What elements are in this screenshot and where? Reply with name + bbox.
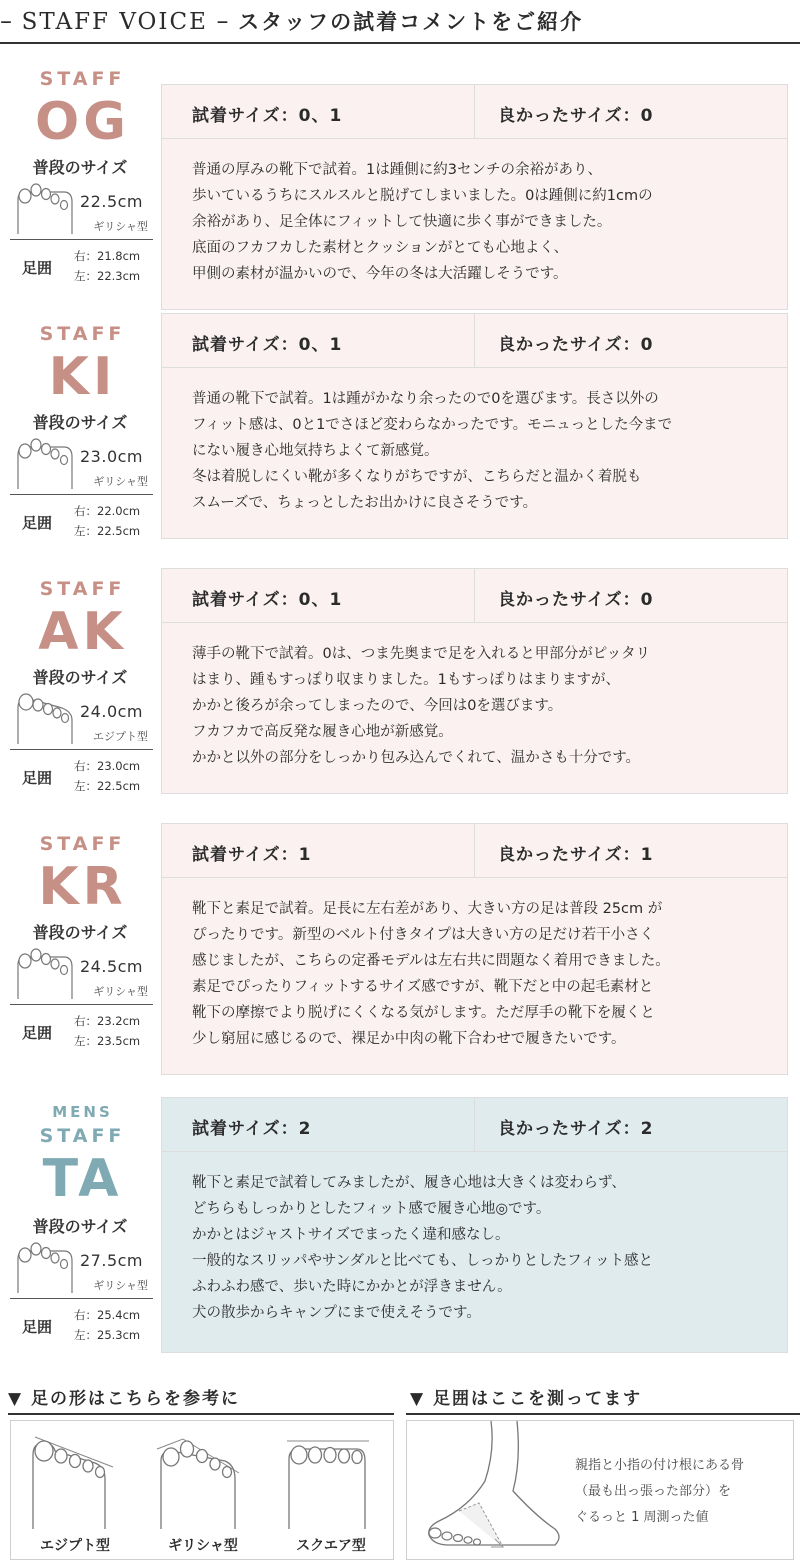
girth-label: 足囲 (22, 514, 53, 532)
staff-initials: TA (42, 1149, 123, 1209)
usual-size-value: 23.0cm (80, 447, 144, 466)
good-size: 良かったサイズ：0 (498, 335, 654, 355)
girth-guide-panel (406, 1420, 794, 1560)
foot-shape-square (267, 1421, 395, 1561)
comment-line: かかと以外の部分をしっかり包み込んでくれて、温かさも十分です。 (192, 750, 641, 766)
usual-size-label: 普段のサイズ (32, 1217, 128, 1236)
egyptian-foot-icon (14, 688, 76, 744)
girth-left-value: 左：22.3cm (74, 269, 141, 283)
girth-desc-line: ぐるっと 1 周測った値 (575, 1510, 709, 1525)
foot-type-value: ギリシャ型 (93, 220, 148, 233)
staff-section-ta (0, 1097, 800, 1357)
comment-line: どちらもしっかりとしたフィット感で履き心地◎です。 (192, 1201, 551, 1217)
tried-size: 試着サイズ：2 (192, 1119, 312, 1139)
comment-line: フカフカで高反発な履き心地が新感覚。 (192, 724, 453, 740)
foot-type-value: ギリシャ型 (93, 475, 148, 488)
greek-foot-icon (14, 1237, 76, 1293)
greek-foot-icon (14, 943, 76, 999)
mens-label: MENS (52, 1103, 113, 1121)
comment-line: ぴったりです。新型のベルト付きタイプは大きい方の足だけ若干小さく (192, 927, 655, 943)
comment-line: はまり、踵もすっぽり収まりました。1もすっぽりはまりますが、 (192, 672, 620, 688)
tried-size: 試着サイズ：1 (192, 845, 312, 865)
comment-line: 靴下の摩擦でより脱げにくくなる気がします。ただ厚手の靴下を履くと (192, 1005, 655, 1021)
staff-section-ak (0, 568, 800, 804)
comment-line: かかと後ろが余ってしまったので、今回は0を選びます。 (192, 698, 563, 714)
profile-divider (10, 749, 153, 750)
header-divider (474, 1098, 475, 1152)
foot-shape-label: ギリシャ型 (168, 1538, 238, 1554)
girth-right-value: 右：22.0cm (74, 504, 141, 518)
usual-size-value: 24.0cm (80, 702, 144, 721)
comment-card (161, 313, 788, 539)
foot-shape-title: ▼ 足の形はこちらを参考に (8, 1389, 240, 1409)
comment-card (161, 1097, 788, 1353)
foot-type-value: ギリシャ型 (93, 1279, 148, 1292)
girth-right-value: 右：25.4cm (74, 1308, 141, 1322)
comment-card (161, 568, 788, 794)
card-header (162, 824, 787, 878)
staff-label: STAFF (39, 323, 126, 345)
girth-label: 足囲 (22, 259, 53, 277)
girth-guide-title: ▼ 足囲はここを測ってます (410, 1389, 642, 1409)
comment-line: 素足でぴったりフィットするサイズ感ですが、靴下だと中の起毛素材と (192, 979, 654, 995)
profile-divider (10, 494, 153, 495)
header-title (0, 6, 583, 36)
girth-right-value: 右：23.2cm (74, 1014, 141, 1028)
comment-line: 靴下と素足で試着。足長に左右差があり、大きい方の足は普段 25cm が (192, 901, 663, 917)
comment-line: 一般的なスリッパやサンダルと比べても、しっかりとしたフィット感と (192, 1253, 653, 1269)
staff-label: STAFF (39, 578, 126, 600)
comment-line: 普通の靴下で試着。1は踵がかなり余ったので0を選びます。長さ以外の (192, 391, 659, 407)
girth-description (575, 1453, 795, 1531)
good-size: 良かったサイズ：1 (498, 845, 654, 865)
staff-profile (0, 568, 155, 804)
staff-profile (0, 58, 155, 294)
good-size: 良かったサイズ：2 (498, 1119, 654, 1139)
foot-shape-egyptian (11, 1421, 139, 1561)
staff-section-kr (0, 823, 800, 1059)
usual-size-value: 27.5cm (80, 1251, 144, 1270)
girth-label: 足囲 (22, 1024, 53, 1042)
profile-divider (10, 1298, 153, 1299)
good-size: 良かったサイズ：0 (498, 106, 654, 126)
staff-initials: AK (38, 602, 127, 662)
foot-shape-greek (139, 1421, 267, 1561)
comment-line: かかとはジャストサイズでまったく違和感なし。 (192, 1227, 510, 1243)
foot-shape-rule (8, 1413, 394, 1415)
header-dash: – (0, 7, 13, 35)
comment-text (192, 1170, 782, 1326)
girth-left-value: 左：22.5cm (74, 524, 141, 538)
girth-label: 足囲 (22, 769, 53, 787)
girth-label: 足囲 (22, 1318, 53, 1336)
staff-initials: KI (48, 347, 117, 407)
good-size: 良かったサイズ：0 (498, 590, 654, 610)
girth-guide-rule (406, 1413, 800, 1415)
card-header (162, 314, 787, 368)
girth-desc-line: 親指と小指の付け根にある骨 (575, 1458, 745, 1473)
girth-desc-line: （最も出っ張った部分）を (575, 1484, 732, 1499)
comment-line: 冬は着脱しにくい靴が多くなりがちですが、こちらだと温かく着脱も (192, 469, 642, 485)
staff-profile (0, 823, 155, 1059)
comment-card (161, 84, 788, 310)
usual-size-label: 普段のサイズ (32, 413, 128, 432)
comment-text (192, 641, 782, 771)
girth-left-value: 左：25.3cm (74, 1328, 141, 1342)
comment-line: 感じましたが、こちらの定番モデルは左右共に問題なく着用できました。 (192, 953, 670, 969)
comment-line: 普通の厚みの靴下で試着。1は踵側に約3センチの余裕があり、 (192, 162, 602, 178)
header-divider (474, 569, 475, 623)
staff-section-ki (0, 313, 800, 549)
header-divider (474, 85, 475, 139)
comment-text (192, 157, 782, 287)
comment-line: ふわふわ感で、歩いた時にかかとが浮きません。 (192, 1279, 512, 1295)
card-header (162, 1098, 787, 1152)
staff-initials: OG (35, 92, 130, 152)
foot-measure-icon (409, 1421, 569, 1559)
comment-line: 余裕があり、足全体にフィットして快適に歩く事ができました。 (192, 214, 612, 230)
usual-size-value: 22.5cm (80, 192, 144, 211)
comment-line: 歩いているうちにスルスルと脱げてしまいました。0は踵側に約1cmの (192, 188, 653, 204)
comment-line: 薄手の靴下で試着。0は、つま先奥まで足を入れると甲部分がピッタリ (192, 646, 651, 662)
header-title-en: STAFF VOICE (21, 9, 208, 35)
greek-foot-icon (153, 1433, 249, 1529)
usual-size-label: 普段のサイズ (32, 923, 128, 942)
comment-text (192, 386, 782, 516)
greek-foot-icon (14, 433, 76, 489)
tried-size: 試着サイズ：0、1 (192, 335, 343, 355)
foot-shape-panel (10, 1420, 394, 1560)
comment-card (161, 823, 788, 1075)
foot-shape-label: エジプト型 (40, 1538, 110, 1554)
staff-profile (0, 1097, 155, 1357)
comment-line: 底面のフカフカした素材とクッションがとても心地よく、 (192, 240, 569, 256)
header-divider (474, 824, 475, 878)
comment-line: 少し窮屈に感じるので、裸足か中肉の靴下合わせで履きたいです。 (192, 1031, 626, 1047)
staff-label: STAFF (39, 833, 126, 855)
card-header (162, 569, 787, 623)
usual-size-label: 普段のサイズ (32, 158, 128, 177)
staff-initials: KR (38, 857, 127, 917)
square-foot-icon (281, 1433, 377, 1529)
header-divider (474, 314, 475, 368)
girth-left-value: 左：22.5cm (74, 779, 141, 793)
usual-size-value: 24.5cm (80, 957, 144, 976)
staff-label: STAFF (39, 68, 126, 90)
comment-text (192, 896, 782, 1052)
profile-divider (10, 239, 153, 240)
comment-line: スムーズで、ちょっとしたお出かけに良さそうです。 (192, 495, 538, 511)
comment-line: 靴下と素足で試着してみましたが、履き心地は大きくは変わらず、 (192, 1175, 626, 1191)
header-title-jp: スタッフの試着コメントをご紹介 (238, 10, 584, 34)
page-header (0, 0, 800, 44)
tried-size: 試着サイズ：0、1 (192, 106, 343, 126)
profile-divider (10, 1004, 153, 1005)
staff-profile (0, 313, 155, 549)
girth-right-value: 右：23.0cm (74, 759, 141, 773)
comment-line: にない履き心地気持ちよくて新感覚。 (192, 443, 439, 459)
comment-line: 甲側の素材が温かいので、今年の冬は大活躍しそうです。 (192, 266, 568, 282)
comment-line: 犬の散歩からキャンプにまで使えそうです。 (192, 1305, 481, 1321)
foot-type-value: エジプト型 (93, 730, 148, 743)
header-dash-2: – (216, 7, 230, 35)
foot-type-value: ギリシャ型 (93, 985, 148, 998)
egyptian-foot-icon (25, 1433, 121, 1529)
foot-shape-label: スクエア型 (296, 1538, 366, 1554)
staff-label: STAFF (39, 1125, 126, 1147)
card-header (162, 85, 787, 139)
usual-size-label: 普段のサイズ (32, 668, 128, 687)
staff-section-og (0, 58, 800, 294)
comment-line: フィット感は、0と1でさほど変わらなかったです。モニュっとした今まで (192, 417, 673, 433)
girth-right-value: 右：21.8cm (74, 249, 141, 263)
tried-size: 試着サイズ：0、1 (192, 590, 343, 610)
greek-foot-icon (14, 178, 76, 234)
girth-left-value: 左：23.5cm (74, 1034, 141, 1048)
